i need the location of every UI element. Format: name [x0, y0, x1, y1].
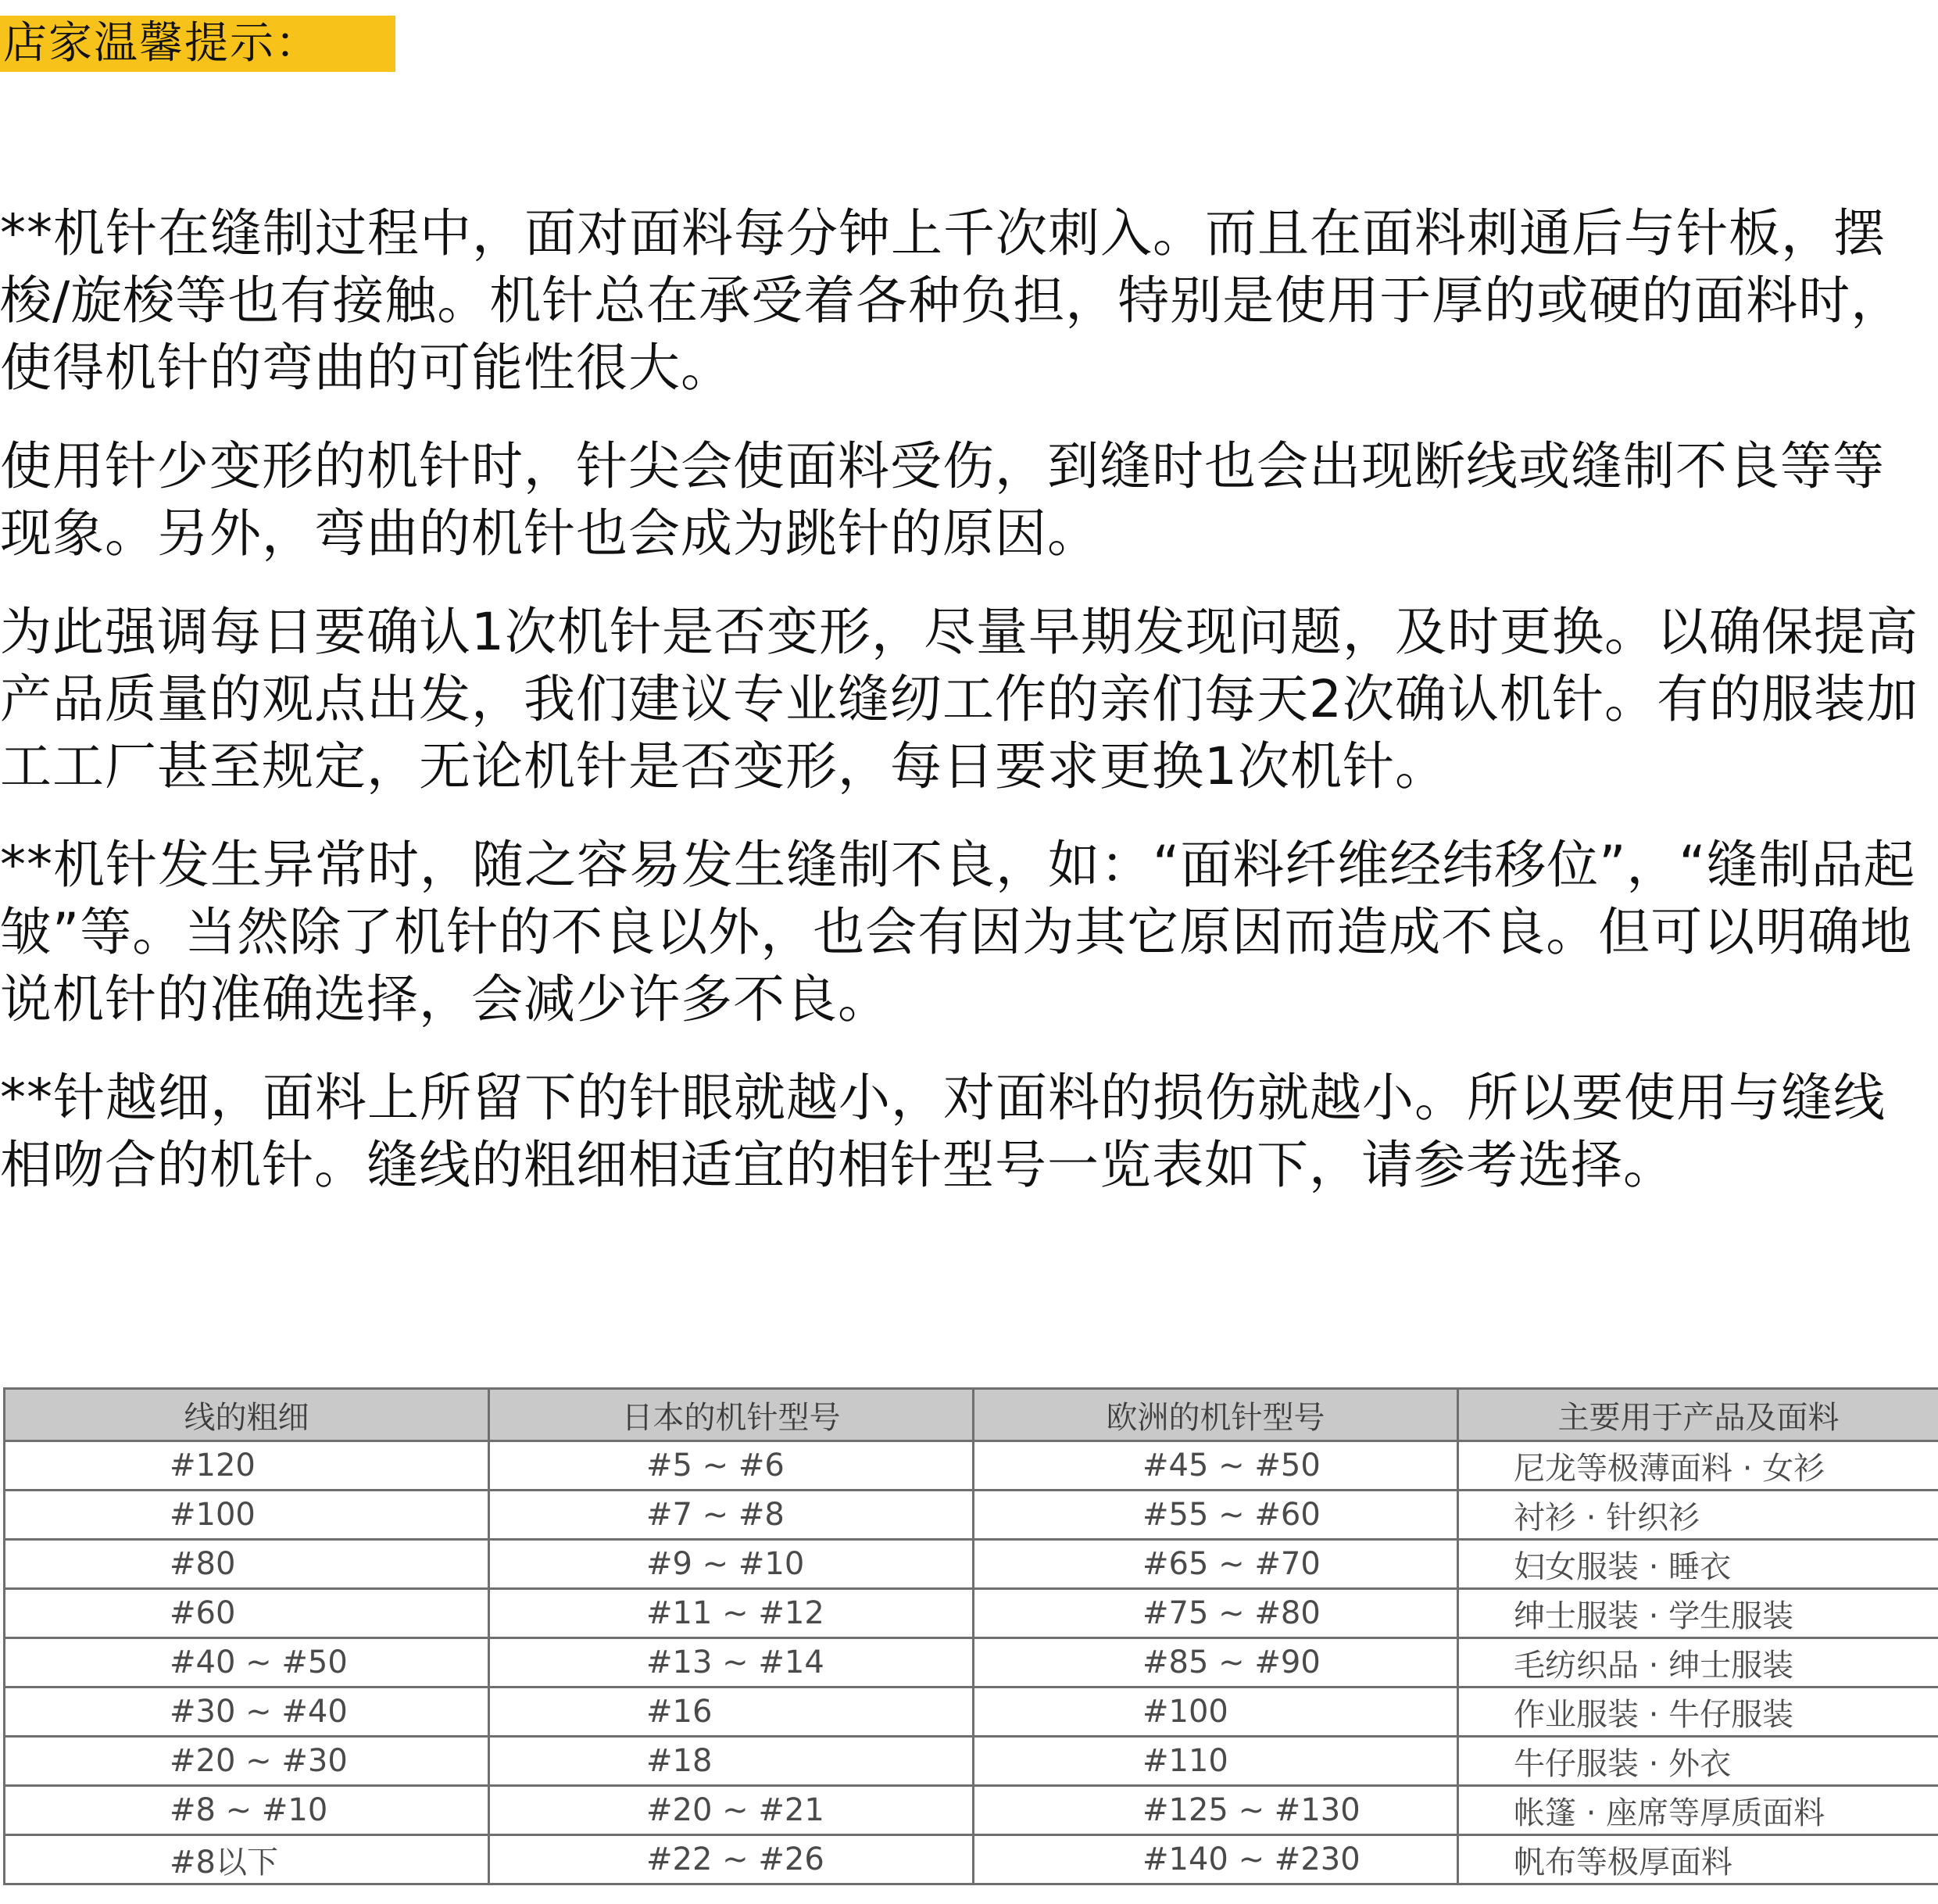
cell-japan-needle: #5 ~ #6 — [489, 1441, 974, 1491]
table-row — [5, 1786, 1938, 1835]
cell-main-use: 帐篷 · 座席等厚质面料 — [1458, 1786, 1938, 1835]
cell-japan-needle: #11 ~ #12 — [489, 1589, 974, 1638]
cell-japan-needle: #20 ~ #21 — [489, 1786, 974, 1835]
table-row — [5, 1835, 1938, 1884]
cell-japan-needle: #16 — [489, 1687, 974, 1737]
cell-main-use: 毛纺织品 · 绅士服装 — [1458, 1638, 1938, 1687]
cell-thread-size: #8 ~ #10 — [5, 1786, 489, 1835]
cell-thread-size: #120 — [5, 1441, 489, 1491]
cell-europe-needle: #55 ~ #60 — [974, 1491, 1458, 1540]
paragraph-sewing-defects: **机针发生异常时，随之容易发生缝制不良，如：“面料纤维经纬移位”，“缝制品起皱”等。当然除了机针的不良以外，也会有因为其它原因而造成不良。但可以明确地说机针的准确选择，会减少许多不良。 — [0, 835, 1916, 1029]
cell-japan-needle: #18 — [489, 1737, 974, 1786]
cell-europe-needle: #85 ~ #90 — [974, 1638, 1458, 1687]
header-japan-needle-size: 日本的机针型号 — [489, 1389, 974, 1441]
cell-europe-needle: #140 ~ #230 — [974, 1835, 1458, 1884]
article-body — [0, 200, 1930, 1230]
header-thread-size: 线的粗细 — [5, 1389, 489, 1441]
cell-japan-needle: #13 ~ #14 — [489, 1638, 974, 1687]
cell-main-use: 作业服装 · 牛仔服装 — [1458, 1687, 1938, 1737]
cell-japan-needle: #22 ~ #26 — [489, 1835, 974, 1884]
cell-thread-size: #40 ~ #50 — [5, 1638, 489, 1687]
header-europe-needle-size: 欧洲的机针型号 — [974, 1389, 1458, 1441]
cell-thread-size: #30 ~ #40 — [5, 1687, 489, 1737]
cell-europe-needle: #75 ~ #80 — [974, 1589, 1458, 1638]
cell-main-use: 尼龙等极薄面料 · 女衫 — [1458, 1441, 1938, 1491]
cell-thread-size: #20 ~ #30 — [5, 1737, 489, 1786]
cell-japan-needle: #7 ~ #8 — [489, 1491, 974, 1540]
paragraph-needle-selection: **针越细，面料上所留下的针眼就越小，对面料的损伤就越小。所以要使用与缝线相吻合的机针。缝线的粗细相适宜的相针型号一览表如下，请参考选择。 — [0, 1068, 1886, 1195]
cell-europe-needle: #65 ~ #70 — [974, 1540, 1458, 1589]
table-row — [5, 1737, 1938, 1786]
table-row — [5, 1638, 1938, 1687]
paragraph-bent-needle-effects: 使用针少变形的机针时，针尖会使面料受伤，到缝时也会出现断线或缝制不良等等现象。另外，弯曲的机针也会成为跳针的原因。 — [0, 436, 1885, 564]
table-header-row — [5, 1389, 1938, 1441]
table-row — [5, 1589, 1938, 1638]
cell-thread-size: #100 — [5, 1491, 489, 1540]
cell-europe-needle: #125 ~ #130 — [974, 1786, 1458, 1835]
cell-main-use: 绅士服装 · 学生服装 — [1458, 1589, 1938, 1638]
cell-thread-size: #80 — [5, 1540, 489, 1589]
table-row — [5, 1491, 1938, 1540]
cell-main-use: 帆布等极厚面料 — [1458, 1835, 1938, 1884]
cell-thread-size: #60 — [5, 1589, 489, 1638]
cell-main-use: 妇女服装 · 睡衣 — [1458, 1540, 1938, 1589]
cell-thread-size: #8以下 — [5, 1835, 489, 1884]
table-row — [5, 1441, 1938, 1491]
notice-title: 店家温馨提示： — [0, 16, 395, 72]
table-row — [5, 1540, 1938, 1589]
needle-size-table — [3, 1387, 1938, 1885]
cell-europe-needle: #110 — [974, 1737, 1458, 1786]
table-row — [5, 1687, 1938, 1737]
cell-japan-needle: #9 ~ #10 — [489, 1540, 974, 1589]
paragraph-needle-stress: **机针在缝制过程中，面对面料每分钟上千次刺入。而且在面料刺通后与针板，摆梭/旋梭等也有接触。机针总在承受着各种负担，特别是使用于厚的或硬的面料时，使得机针的弯曲的可能性很大。 — [0, 203, 1904, 398]
header-main-use: 主要用于产品及面料 — [1458, 1389, 1938, 1441]
cell-main-use: 牛仔服装 · 外衣 — [1458, 1737, 1938, 1786]
cell-europe-needle: #45 ~ #50 — [974, 1441, 1458, 1491]
cell-main-use: 衬衫 · 针织衫 — [1458, 1491, 1938, 1540]
cell-europe-needle: #100 — [974, 1687, 1458, 1737]
paragraph-daily-check: 为此强调每日要确认1次机针是否变形，尽量早期发现问题，及时更换。以确保提高产品质量的观点出发，我们建议专业缝纫工作的亲们每天2次确认机针。有的服装加工工厂甚至规定，无论机针是否变形，每日要求更换1次机针。 — [0, 602, 1918, 796]
